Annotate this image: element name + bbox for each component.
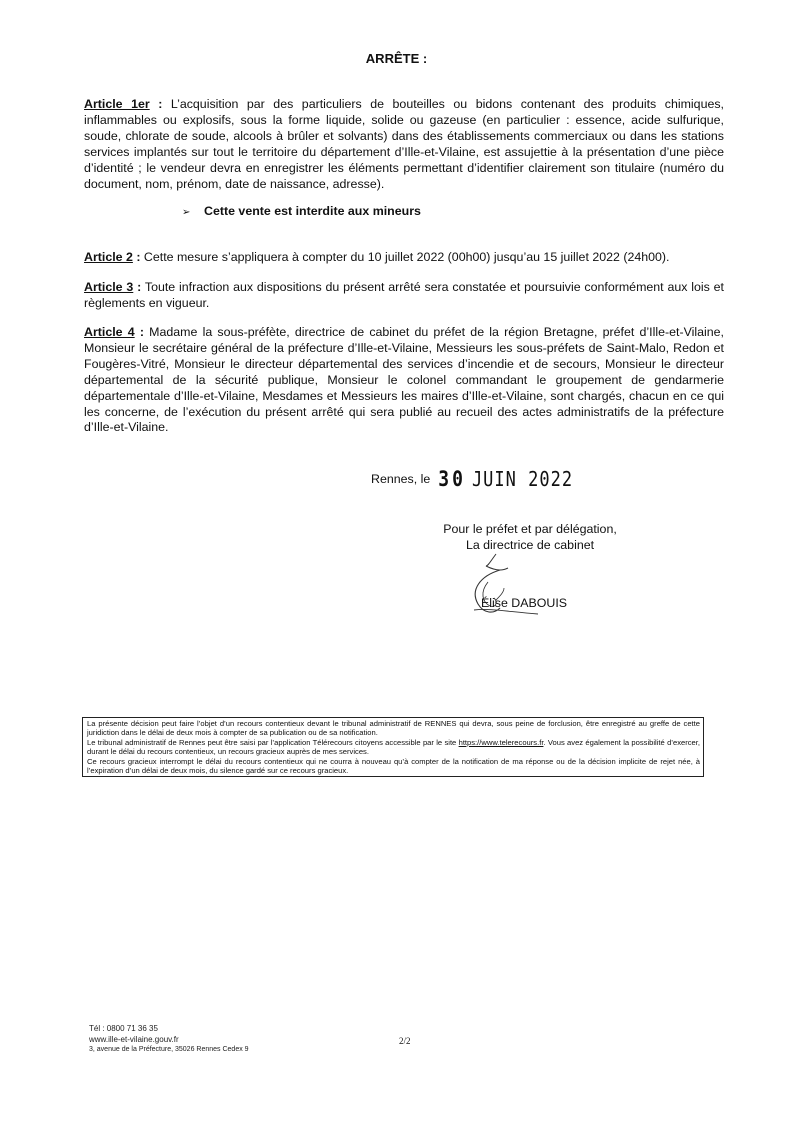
article-4 [84, 325, 724, 436]
arrow-bullet-icon: ➢ [182, 207, 191, 218]
delegation-line: Pour le préfet et par délégation, [443, 522, 617, 536]
appeal-notice-para-1: La présente décision peut faire l’objet d’un recours contentieux devant le tribunal administratif de RENNES qui devra, sous peine de forclusion, être enregistré au greffe de cette juridiction dans le délai de deux mois à compter de sa publication ou de sa notification. [87, 719, 700, 738]
appeal-notice-para-3: Ce recours gracieux interrompt le délai du recours contentieux qui ne courra à nouveau qu’à compter de la notification de ma réponse ou de la décision implicite de rejet née, à l’expiration d’un délai de deux mois, du silence gardé sur ce recours gracieux. [87, 756, 700, 776]
article-3 [84, 280, 724, 312]
date-prefix: Rennes, le [371, 472, 431, 486]
signer-name: Élise DABOUIS [481, 596, 568, 610]
date-stamp-month-year: JUIN 2022 [471, 468, 574, 493]
handwritten-signature [460, 552, 540, 622]
appeal-notice-para-2 [87, 738, 700, 757]
footer-phone: Tél : 0800 71 36 35 [89, 1024, 158, 1033]
appeal-notice-para-2-start: Le tribunal administratif de Rennes peut être saisi par l’application Télérecours citoyens accessible par le site [87, 737, 459, 747]
footer-address: 3, avenue de la Préfecture, 35026 Rennes Cedex 9 [89, 1046, 249, 1054]
page-number: 2/2 [399, 1036, 411, 1046]
minors-notice [182, 204, 421, 218]
article-1-label: Article 1er [84, 97, 150, 111]
article-2 [84, 250, 724, 266]
article-4-separator: : [134, 325, 144, 339]
minors-notice-text: Cette vente est interdite aux mineurs [204, 204, 421, 218]
article-2-label: Article 2 [84, 250, 133, 264]
decree-heading: ARRÊTE : [365, 51, 428, 66]
article-3-separator: : [133, 280, 142, 294]
signer-title: La directrice de cabinet [465, 538, 595, 552]
article-3-label: Article 3 [84, 280, 134, 294]
date-line [371, 466, 574, 493]
contact-footer [89, 1024, 249, 1056]
article-2-text: Cette mesure s’appliquera à compter du 10 juillet 2022 (00h00) jusqu’au 15 juillet 2022 (24h00). [140, 250, 670, 264]
article-4-label: Article 4 [84, 325, 135, 339]
article-3-text: Toute infraction aux dispositions du présent arrêté sera constatée et poursuivie conformément aux lois et règlements en vigueur. [84, 280, 724, 310]
article-4-text: Madame la sous-préfète, directrice de cabinet du préfet de la région Bretagne, préfet d’Ille-et-Vilaine, Monsieur le secrétaire général de la préfecture d’Ille-et-Vilaine, Messieurs les sous-préfets de Saint-Malo, Redon et Fougères-Vitré, Monsieur le directeur départemental des services d’incendie et de secours, Monsieur le directeur départemental de la sécurité publique, Monsieur le colonel commandant le groupement de gendarmerie départementale d’Ille-et-Vilaine, Mesdames et Messieurs les maires d’Ille-et-Vilaine, sont chargés, chacun en ce qui les concerne, de l’exécution du présent arrêté qui sera publié au recueil des actes administratifs de la préfecture d’Ille-et-Vilaine. [84, 325, 725, 435]
telerecours-link[interactable]: https://www.telerecours.fr [458, 737, 544, 747]
date-stamp [438, 467, 573, 492]
article-2-separator: : [132, 250, 141, 264]
signature-block [420, 521, 640, 553]
article-1 [84, 97, 724, 192]
date-stamp-day: 30 [438, 466, 466, 493]
appeal-notice-para-2-end: . Vous avez également la possibilité d’exercer, durant le délai du recours contentieux, un recours gracieux auprès de mes services. [87, 737, 700, 757]
appeal-notice-box [82, 717, 704, 777]
article-1-text: L’acquisition par des particuliers de bouteilles ou bidons contenant des produits chimiques, inflammables ou explosifs, sous la forme liquide, solide ou gazeuse (en particulier : essence, acide sulfurique, soude, chlorate de soude, alcools à brûler et solvants) dans des établissements commerciaux ou dans les stations services implantés sur tout le territoire du département d’Ille-et-Vilaine, est assujettie à la présentation d’une pièce d’identité ; le vendeur devra en enregistrer les éléments permettant d’identifier clairement son titulaire (numéro du document, nom, prénom, date de naissance, adresse). [84, 97, 724, 191]
footer-website: www.ille-et-vilaine.gouv.fr [89, 1034, 179, 1044]
article-1-separator: : [149, 97, 163, 111]
